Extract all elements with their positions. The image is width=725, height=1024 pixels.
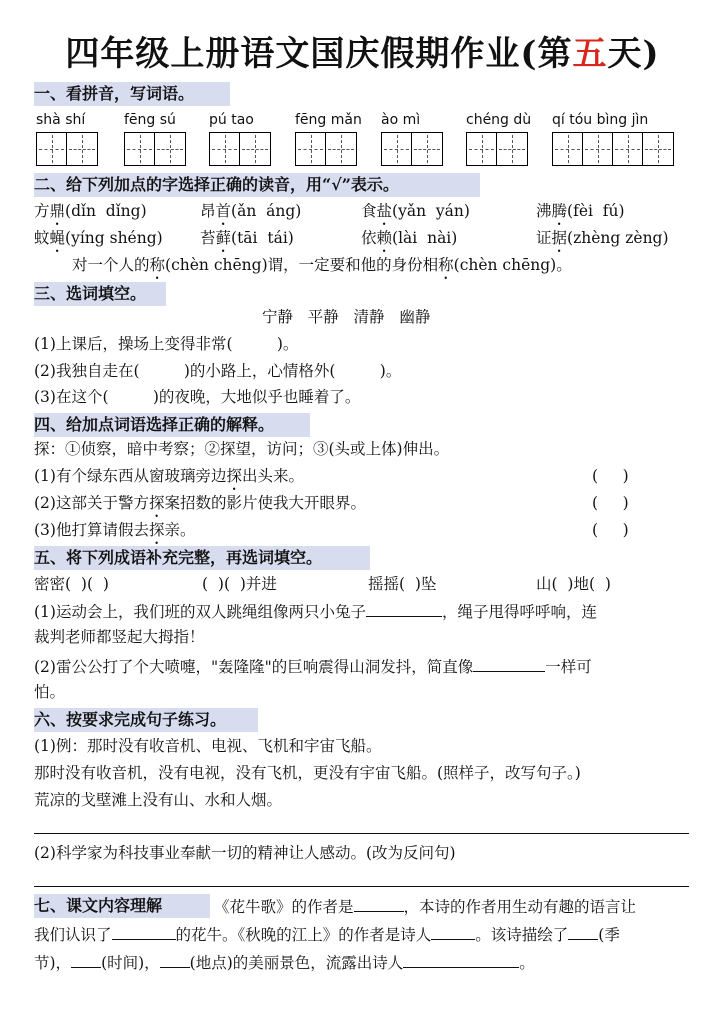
writing-cell[interactable] [613, 133, 643, 165]
text: ，本诗的作者用生动有趣的语言让 [403, 898, 637, 916]
pronunciation-sentence [72, 254, 572, 283]
dotted-char: 探 [148, 494, 165, 512]
writing-cell[interactable] [497, 133, 527, 165]
text: (季 [598, 926, 620, 944]
answer-blank[interactable] [366, 600, 442, 617]
sentence-question-2: (2)科学家为科技事业奉献一切的精神让人感动。(改为反问句) [34, 844, 456, 862]
pinyin-options[interactable]: (dǐn dǐng) [65, 202, 147, 220]
text: 依 [361, 229, 377, 247]
fill-question-3: (3)在这个( )的夜晚，大地似乎也睡着了。 [34, 388, 361, 406]
dotted-char: 称 [438, 256, 454, 274]
text: 苔 [200, 229, 216, 247]
pronunciation-item [200, 227, 294, 256]
section-1-heading: 一、看拼音，写词语。 [34, 82, 230, 106]
writing-cell[interactable] [210, 133, 240, 165]
idiom-4: 山( )地( ) [536, 575, 611, 593]
pronunciation-item [536, 227, 669, 256]
writing-grid[interactable] [124, 132, 186, 166]
title-day-number: 五 [572, 34, 608, 74]
pronunciation-item [200, 200, 301, 229]
pinyin-options[interactable]: (ǎn áng) [231, 202, 302, 220]
meaning-question-2 [34, 492, 366, 521]
page-title [0, 30, 725, 78]
section-5-heading: 五、将下列成语补充完整，再选词填空。 [34, 546, 370, 570]
text: 亲。 [164, 521, 196, 539]
section-3-heading: 三、选词填空。 [34, 282, 166, 306]
pinyin-label: shà shí [36, 112, 86, 128]
dotted-char: 腾 [551, 202, 568, 220]
writing-grid[interactable] [381, 132, 443, 166]
pinyin-options[interactable]: (yíng shéng) [65, 229, 163, 247]
answer-paren-3: ( ) [592, 521, 629, 539]
title-text: 四年级上册语文国庆假期作业(第 [65, 34, 573, 74]
text: 我们认识了 [34, 926, 112, 944]
text: 沸 [536, 202, 552, 220]
writing-cell[interactable] [240, 133, 270, 165]
text: 。 [519, 954, 535, 972]
answer-blank[interactable] [160, 951, 190, 968]
answer-paren-1: ( ) [592, 467, 629, 485]
pinyin-label: qí tóu bìng jìn [552, 112, 649, 128]
writing-cell[interactable] [125, 133, 155, 165]
text: 出头来。 [241, 467, 304, 485]
pinyin-label: pú tao [209, 112, 254, 128]
text: (2)这部关于警方 [34, 494, 149, 512]
writing-cell[interactable] [296, 133, 326, 165]
idiom-question-1 [34, 600, 597, 623]
writing-cell[interactable] [467, 133, 497, 165]
answer-blank[interactable] [473, 655, 545, 672]
dotted-char: 称 [149, 256, 166, 274]
title-text-end: 天) [607, 34, 660, 74]
dotted-char: 藓 [215, 229, 232, 247]
dotted-char: 赖 [376, 229, 393, 247]
text: (3)他打算请假去 [34, 521, 149, 539]
answer-line-2[interactable] [34, 886, 689, 887]
fill-question-1: (1)上课后，操场上变得非常( )。 [34, 335, 299, 353]
idiom-2: ( )( )并进 [202, 575, 277, 593]
sentence-example: (1)例：那时没有收音机、电视、飞机和宇宙飞船。 [34, 737, 382, 755]
answer-blank[interactable] [403, 951, 519, 968]
writing-cell[interactable] [412, 133, 442, 165]
comprehension-line-3 [34, 951, 535, 974]
idiom-3: 摇摇( )坠 [368, 575, 437, 593]
writing-cell[interactable] [643, 133, 673, 165]
answer-line-1[interactable] [34, 833, 689, 834]
text: (2)雷公公打了个大喷嚏，"轰隆隆"的巨响震得山洞发抖，简直像 [34, 658, 474, 676]
pronunciation-item [361, 227, 457, 256]
pronunciation-item [536, 200, 625, 229]
dotted-char: 盐 [376, 202, 393, 220]
writing-cell[interactable] [67, 133, 97, 165]
section-6-heading: 六、按要求完成句子练习。 [34, 708, 258, 732]
sentence-example-answer: 那时没有收音机，没有电视，没有飞机，更没有宇宙飞船。(照样子，改写句子。) [34, 764, 581, 782]
idiom-question-1-cont: 裁判老师都竖起大拇指！ [34, 628, 205, 646]
writing-cell[interactable] [553, 133, 583, 165]
writing-grid[interactable] [36, 132, 98, 166]
answer-blank[interactable] [568, 923, 598, 940]
pinyin-options[interactable]: (fèi fú) [567, 202, 625, 220]
pinyin-options[interactable]: (zhèng zèng) [567, 229, 669, 247]
text: (chèn chēng)谓，一定要和他的身份相 [165, 256, 439, 274]
writing-grid[interactable] [209, 132, 271, 166]
pronunciation-item [34, 200, 147, 229]
text: 《花牛歌》的作者是 [214, 898, 354, 916]
idiom-question-2 [34, 655, 592, 678]
pinyin-label: ào mì [381, 112, 421, 128]
pinyin-label: fēng sú [124, 112, 176, 128]
pronunciation-item [34, 227, 163, 256]
text: 节)， [34, 954, 72, 972]
writing-cell[interactable] [382, 133, 412, 165]
text: 蚊 [34, 229, 50, 247]
answer-blank[interactable] [354, 895, 404, 912]
dotted-char: 蝇 [49, 229, 66, 247]
fill-question-2: (2)我独自走在( )的小路上，心情格外( )。 [34, 362, 402, 380]
writing-cell[interactable] [326, 133, 356, 165]
text: 昂 [200, 202, 216, 220]
text: 。该诗描绘了 [475, 926, 569, 944]
idiom-question-2-cont: 怕。 [34, 683, 66, 701]
text: 的花牛。《秋晚的江上》的作者是诗人 [175, 926, 432, 944]
answer-blank[interactable] [431, 923, 475, 940]
text: (1)有个绿东西从窗玻璃旁边 [34, 467, 227, 485]
word-bank: 宁静 平静 清静 幽静 [262, 308, 431, 326]
writing-cell[interactable] [155, 133, 185, 165]
writing-grid[interactable] [552, 132, 674, 166]
dotted-char: 探 [148, 521, 165, 539]
dotted-char: 据 [551, 229, 568, 247]
dotted-char: 鼎 [49, 202, 66, 220]
section-2-heading: 二、给下列加点的字选择正确的读音，用“√”表示。 [34, 173, 480, 197]
definition-line: 探：①侦察，暗中考察；②探望，访问；③(头或上体)伸出。 [34, 440, 450, 458]
pinyin-options[interactable]: (yǎn yán) [392, 202, 470, 220]
text: (chèn chēng)。 [453, 256, 572, 274]
writing-cell[interactable] [583, 133, 613, 165]
text: 证 [536, 229, 552, 247]
dotted-char: 首 [215, 202, 232, 220]
answer-blank[interactable] [112, 923, 176, 940]
pinyin-label: chéng dù [466, 112, 532, 128]
writing-grid[interactable] [466, 132, 528, 166]
text: (地点)的美丽景色，流露出诗人 [189, 954, 404, 972]
pronunciation-item [361, 200, 470, 229]
text: 食 [361, 202, 377, 220]
answer-paren-2: ( ) [592, 494, 629, 512]
meaning-question-1 [34, 465, 304, 494]
pinyin-options[interactable]: (tāi tái) [231, 229, 294, 247]
meaning-question-3 [34, 519, 196, 548]
text: 案招数的影片使我大开眼界。 [164, 494, 366, 512]
text: (时间)， [101, 954, 160, 972]
answer-blank[interactable] [71, 951, 101, 968]
writing-grid[interactable] [295, 132, 357, 166]
comprehension-line-2 [34, 923, 620, 946]
comprehension-line-1 [214, 895, 636, 918]
text: ，绳子甩得呼呼响，连 [441, 603, 597, 621]
pinyin-label: fēng mǎn [295, 112, 362, 128]
text: 一样可 [545, 658, 592, 676]
section-4-heading: 四、给加点词语选择正确的解释。 [34, 413, 310, 437]
pinyin-options[interactable]: (lài nài) [392, 229, 458, 247]
text: (1)运动会上，我们班的双人跳绳组像两只小兔子 [34, 603, 366, 621]
text: 方 [34, 202, 50, 220]
sentence-question-1: 荒凉的戈壁滩上没有山、水和人烟。 [34, 791, 283, 809]
text: 对一个人的 [72, 256, 150, 274]
idiom-1: 密密( )( ) [34, 575, 109, 593]
section-7-heading: 七、课文内容理解 [34, 894, 210, 918]
writing-cell[interactable] [37, 133, 67, 165]
dotted-char: 探 [226, 467, 242, 485]
